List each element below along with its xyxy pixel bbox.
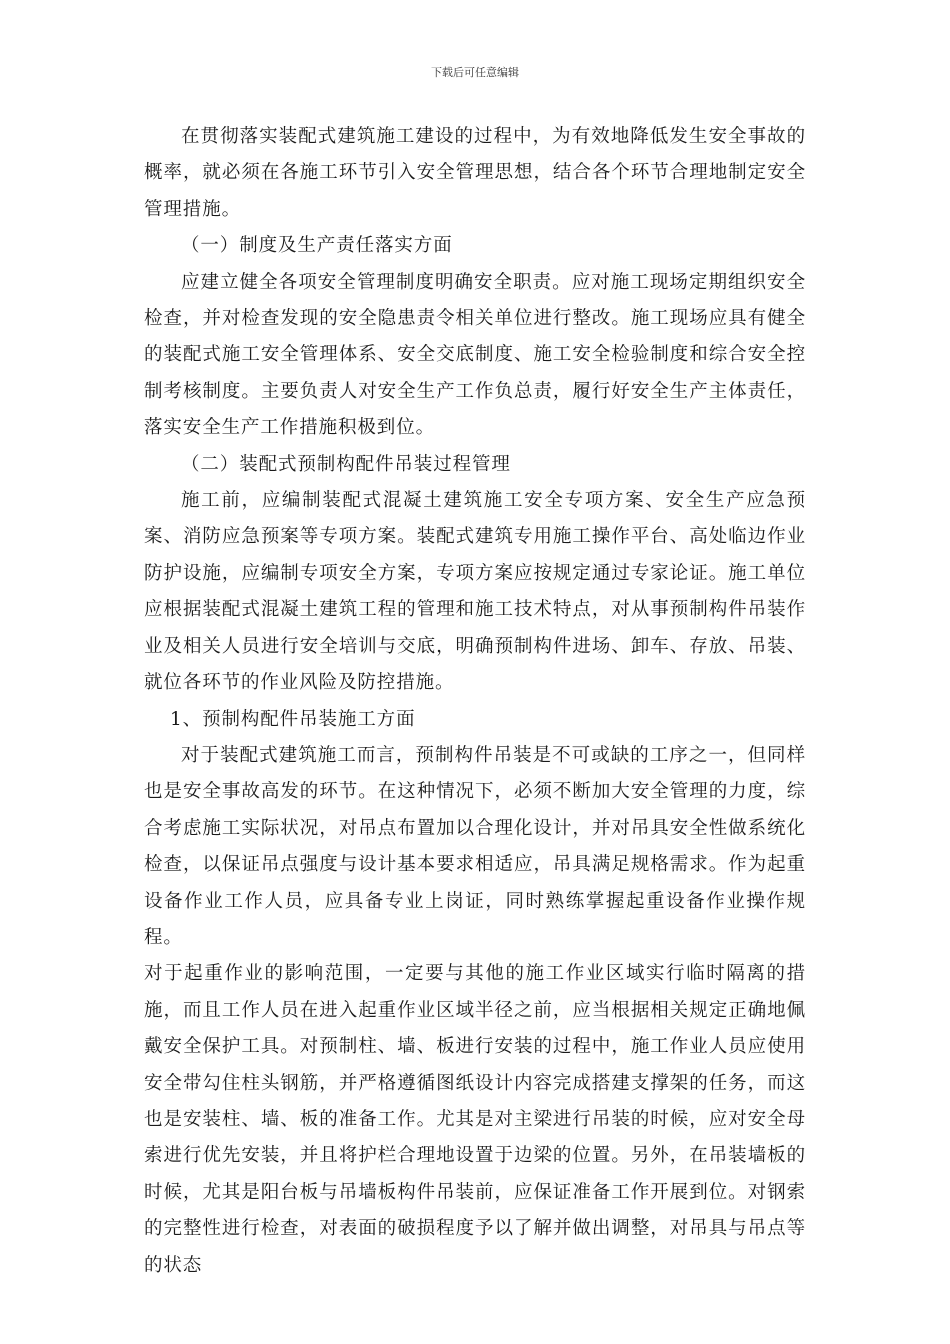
section-paragraph-1: 应建立健全各项安全管理制度明确安全职责。应对施工现场定期组织安全检查，并对检查发现的安全隐患责令相关单位进行整改。施工现场应具有健全的装配式施工安全管理体系、安全交底制度、施工安全检验制度和综合安全控制考核制度。主要负责人对安全生产工作负总责，履行好安全生产主体责任，落实安全生产工作措施积极到位。 [144,271,806,439]
section-heading-1: （一）制度及生产责任落实方面 [181,235,453,257]
page-header: 下载后可任意编辑 [431,66,519,79]
intro-paragraph: 在贯彻落实装配式建筑施工建设的过程中，为有效地降低发生安全事故的概率，就必须在各施工环节引入安全管理思想，结合各个环节合理地制定安全管理措施。 [144,126,806,220]
section-paragraph-2: 施工前，应编制装配式混凝土建筑施工安全专项方案、安全生产应急预案、消防应急预案等专项方案。装配式建筑专用施工操作平台、高处临边作业防护设施，应编制专项安全方案，专项方案应按规定通过专家论证。施工单位应根据装配式混凝土建筑工程的管理和施工技术特点，对从事预制构件吊装作业及相关人员进行安全培训与交底，明确预制构件进场、卸车、存放、吊装、就位各环节的作业风险及防控措施。 [144,490,806,694]
section-heading-2: （二）装配式预制构配件吊装过程管理 [181,453,511,475]
subsection-paragraph-2: 对于起重作业的影响范围，一定要与其他的施工作业区域实行临时隔离的措施，而且工作人员在进入起重作业区域半径之前，应当根据相关规定正确地佩戴安全保护工具。对预制柱、墙、板进行安装的过程中，施工作业人员应使用安全带勾住柱头钢筋，并严格遵循图纸设计内容完成搭建支撑架的任务，而这也是安装柱、墙、板的准备工作。尤其是对主梁进行吊装的时候，应对安全母索进行优先安装，并且将护栏合理地设置于边梁的位置。另外，在吊装墙板的时候，尤其是阳台板与吊墙板构件吊装前，应保证准备工作开展到位。对钢索的完整性进行检查，对表面的破损程度予以了解并做出调整，对吊具与吊点等的状态 [144,963,806,1276]
document-body [144,119,806,1284]
subsection-heading-1: 1、预制构配件吊装施工方面 [170,708,416,730]
subsection-paragraph-1: 对于装配式建筑施工而言，预制构件吊装是不可或缺的工序之一，但同样也是安全事故高发的环节。在这种情况下，必须不断加大安全管理的力度，综合考虑施工实际状况，对吊点布置加以合理化设计，并对吊具安全性做系统化检查，以保证吊点强度与设计基本要求相适应，吊具满足规格需求。作为起重设备作业工作人员，应具备专业上岗证，同时熟练掌握起重设备作业操作规程。 [144,744,806,948]
